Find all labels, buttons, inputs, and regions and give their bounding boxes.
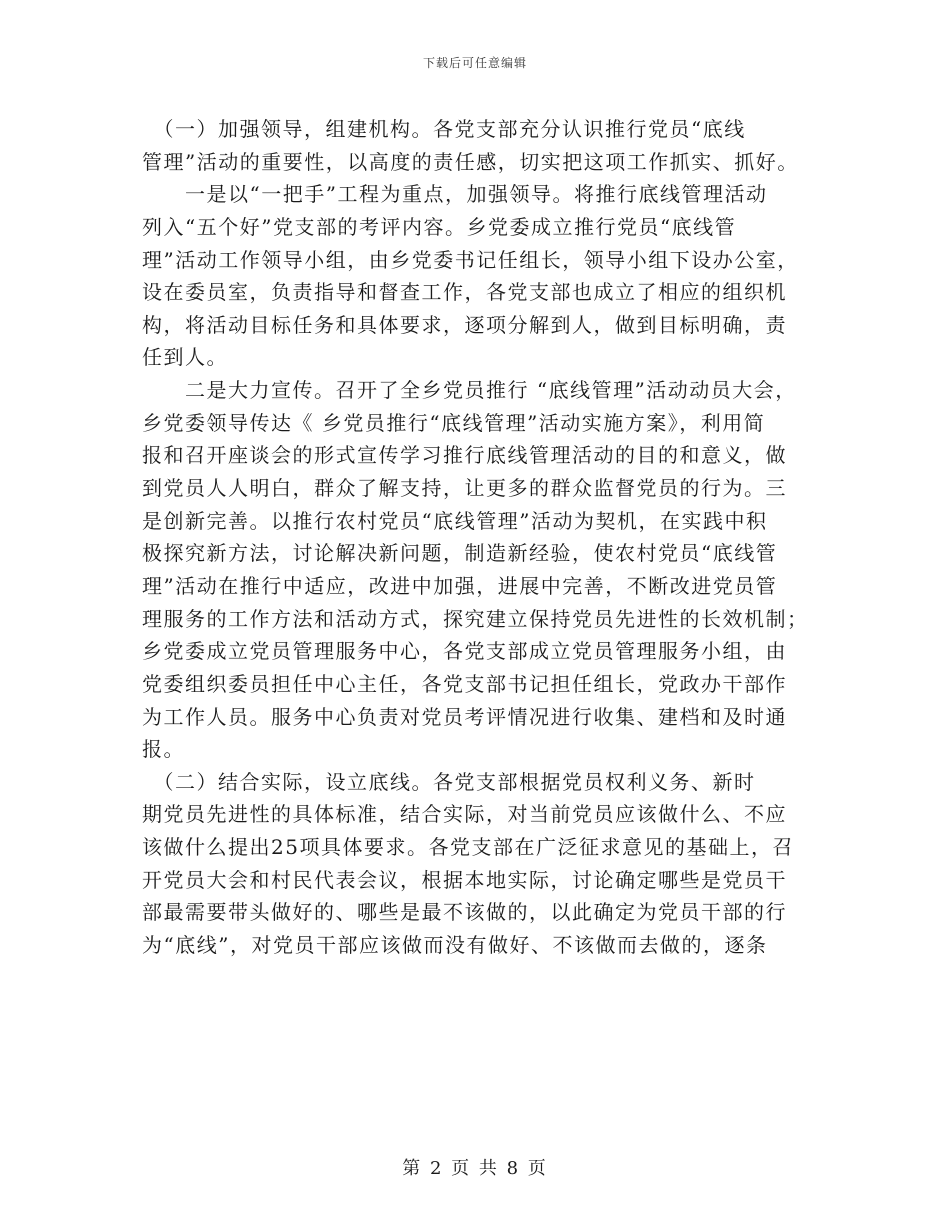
- text-line: 理”活动在推行中适应，改进中加强，进展中完善，不断改进党员管: [142, 573, 778, 598]
- text-line: 到党员人人明白，群众了解支持，让更多的群众监督党员的行为。三: [142, 476, 787, 501]
- text-line: 乡党委领导传达《 乡党员推行“底线管理”活动实施方案》，利用简: [142, 410, 766, 435]
- text-line: 管理”活动的重要性，以高度的责任感，切实把这项工作抓实、抓好。: [142, 149, 799, 174]
- text-line: 报和召开座谈会的形式宣传学习推行底线管理活动的目的和意义，做: [142, 443, 787, 468]
- text-line: 理”活动工作领导小组，由乡党委书记任组长，领导小组下设办公室，: [142, 247, 799, 272]
- text-line: 一是以“一把手”工程为重点，加强领导。将推行底线管理活动: [142, 182, 768, 207]
- text-line: 报。: [142, 737, 185, 762]
- document-body: [142, 113, 822, 962]
- text-line: （二）结合实际，设立底线。各党支部根据党员权利义务、新时: [142, 769, 756, 794]
- text-line: 乡党委成立党员管理服务中心，各党支部成立党员管理服务小组，由: [142, 639, 787, 664]
- page-number-footer: 第 2 页 共 8 页: [402, 1158, 548, 1179]
- text-line: 理服务的工作方法和活动方式，探究建立保持党员先进性的长效机制；: [142, 606, 809, 631]
- text-line: 二是大力宣传。召开了全乡党员推行 “底线管理”活动动员大会，: [142, 378, 797, 403]
- text-line: 设在委员室，负责指导和督查工作，各党支部也成立了相应的组织机: [142, 280, 787, 305]
- text-line: 党委组织委员担任中心主任，各党支部书记担任组长，党政办干部作: [142, 671, 787, 696]
- text-line: 是创新完善。以推行农村党员“底线管理”活动为契机，在实践中积: [142, 508, 768, 533]
- text-line: 列入“五个好”党支部的考评内容。乡党委成立推行党员“底线管: [142, 214, 737, 239]
- text-line: 该做什么提出25项具体要求。各党支部在广泛征求意见的基础上，召: [142, 835, 794, 860]
- text-line: 开党员大会和村民代表会议，根据本地实际，讨论确定哪些是党员干: [142, 867, 787, 892]
- page-header: 下载后可任意编辑: [422, 56, 527, 70]
- text-line: 极探究新方法，讨论解决新问题，制造新经验，使农村党员“底线管: [142, 541, 778, 566]
- text-line: 部最需要带头做好的、哪些是最不该做的，以此确定为党员干部的行: [142, 900, 787, 925]
- text-line: 期党员先进性的具体标准，结合实际，对当前党员应该做什么、不应: [142, 802, 787, 827]
- text-line: 任到人。: [142, 345, 228, 370]
- text-line: 为“底线”，对党员干部应该做而没有做好、不该做而去做的，逐条: [142, 933, 768, 958]
- text-line: 构，将活动目标任务和具体要求，逐项分解到人，做到目标明确，责: [142, 312, 787, 337]
- text-line: 为工作人员。服务中心负责对党员考评情况进行收集、建档和及时通: [142, 704, 787, 729]
- text-line: （一）加强领导，组建机构。各党支部充分认识推行党员“底线: [142, 117, 746, 141]
